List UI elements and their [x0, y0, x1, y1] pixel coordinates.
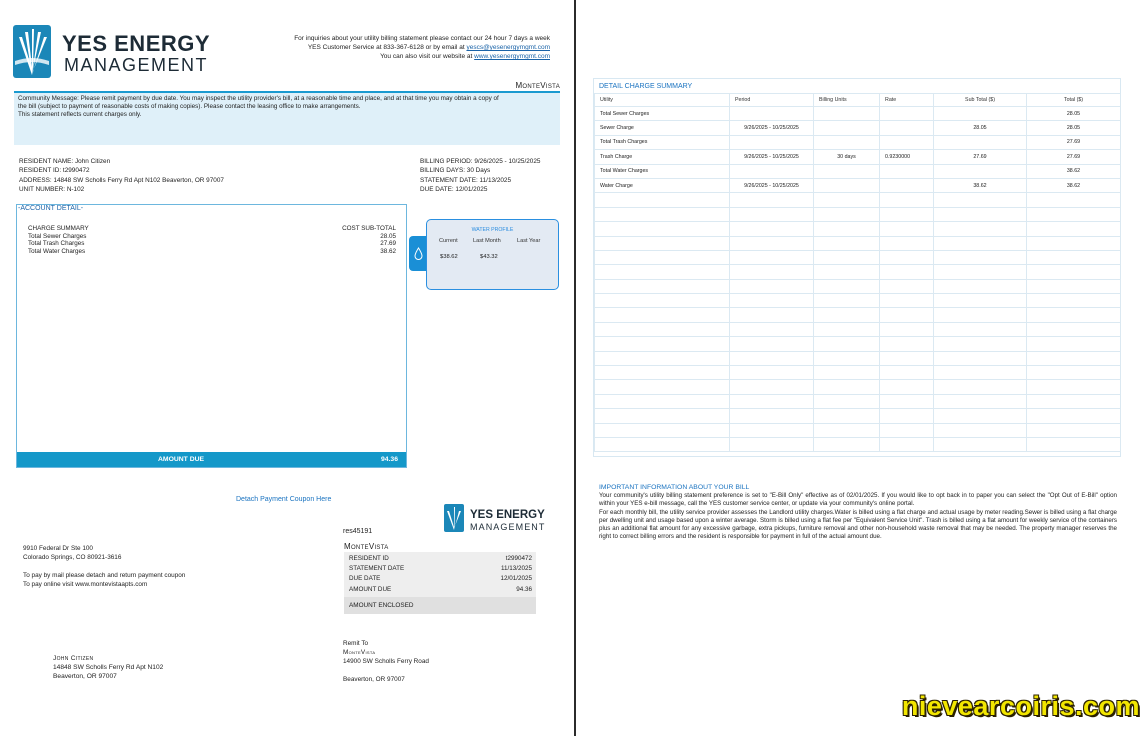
detail-empty-row: [595, 265, 1121, 279]
detail-cell: [1027, 394, 1121, 408]
cost-subtotal-label: COST SUB-TOTAL: [342, 225, 396, 232]
important-info-para-2: For each monthly bill, the utility service provider assesses the Landlord utility charges.Water is billed using a flat charge and actual usage by meter reading.Sewer is billed using a flat charge per dwelling unit and usage based upon a winter average. Storm is billed using a flat fee per "Equivalent Service Unit". Trash is billed using a flat amount for weekly service of the containers plus an additional flat amount for any excessive garbage, extra pickups, furniture removal and other non-household waste removal that may be needed. The property manager reserves the right to correct billing errors and the resident is responsible for payment in full of the actual amount due.: [599, 508, 1117, 541]
yes-logo-small-icon: [444, 504, 464, 532]
detail-cell: [814, 394, 880, 408]
detail-cell: [814, 308, 880, 322]
detail-cell: [1027, 437, 1121, 451]
detail-cell: [595, 294, 730, 308]
recipient-name: John Citizen: [53, 655, 94, 662]
detail-cell: [730, 279, 814, 293]
detail-charge-title: DETAIL CHARGE SUMMARY: [599, 83, 693, 90]
detail-empty-row: [595, 193, 1121, 207]
detail-row: [595, 107, 1121, 121]
detail-cell: [814, 222, 880, 236]
resident-code: res45191: [343, 528, 373, 535]
detail-cell: [595, 394, 730, 408]
coupon-row: [349, 565, 532, 572]
detail-cell: [1027, 207, 1121, 221]
coupon-property-name: MonteVista: [344, 542, 389, 551]
remit-line-2: Beaverton, OR 97007: [343, 675, 405, 683]
detail-empty-row: [595, 207, 1121, 221]
detail-cell: 28.05: [1027, 121, 1121, 135]
detail-cell: [814, 351, 880, 365]
detail-cell: [934, 164, 1027, 178]
detail-cell: [880, 250, 934, 264]
resident-id: RESIDENT ID: t2990472: [19, 167, 90, 175]
water-value-last-month: $43.32: [480, 254, 498, 260]
coupon-row-label: STATEMENT DATE: [349, 565, 405, 572]
detail-empty-row: [595, 222, 1121, 236]
detail-cell: [880, 207, 934, 221]
detail-cell: [880, 294, 934, 308]
detail-cell: [1027, 294, 1121, 308]
remit-to-address: [343, 639, 429, 684]
detail-cell: [730, 394, 814, 408]
detail-cell: [730, 409, 814, 423]
detail-cell: [1027, 366, 1121, 380]
detail-cell: [595, 265, 730, 279]
pay-by-mail-note: To pay by mail please detach and return payment coupon: [23, 572, 186, 579]
detail-cell: [814, 178, 880, 192]
sender-line-2: Colorado Springs, CO 80921-3616: [23, 553, 122, 561]
resident-info: [19, 157, 224, 195]
detail-cell: [814, 437, 880, 451]
detail-header-row: [595, 94, 1121, 107]
detail-cell: 27.69: [1027, 150, 1121, 164]
detail-empty-row: [595, 308, 1121, 322]
detail-cell: [934, 322, 1027, 336]
billing-days: BILLING DAYS: 30 Days: [420, 167, 491, 175]
detail-cell: [595, 250, 730, 264]
important-info-title: IMPORTANT INFORMATION ABOUT YOUR BILL: [599, 484, 750, 491]
detail-cell: [1027, 409, 1121, 423]
detail-cell: [814, 164, 880, 178]
detail-cell: [595, 322, 730, 336]
detail-cell: [934, 351, 1027, 365]
coupon-row-label: DUE DATE: [349, 575, 381, 582]
recipient-line-1: 14848 SW Scholls Ferry Rd Apt N102: [53, 664, 164, 671]
detail-empty-row: [595, 322, 1121, 336]
col-period: Period: [730, 94, 814, 107]
coupon-row-value: 12/01/2025: [500, 575, 532, 582]
important-info-para-1: Your community's utility billing statement preference is set to "E-Bill Only" effective as of 02/01/2025. If you would like to opt back in to paper you can select the "Opt Out of E-Bill" option within your YES e-bill message, call the YES customer service center, or update via your community's online portal.: [599, 492, 1117, 508]
email-link[interactable]: yescs@yesenergymgmt.com: [466, 44, 550, 52]
detail-cell: [814, 135, 880, 149]
detail-cell: [595, 409, 730, 423]
detail-row: [595, 164, 1121, 178]
detail-cell: [880, 222, 934, 236]
water-profile-title: WATER PROFILE: [471, 227, 514, 233]
detail-cell: Sewer Charge: [595, 121, 730, 135]
remit-line-1: 14900 SW Scholls Ferry Road: [343, 658, 429, 666]
statement-date: STATEMENT DATE: 11/13/2025: [420, 176, 512, 184]
detail-empty-row: [595, 236, 1121, 250]
detail-cell: [1027, 351, 1121, 365]
detail-cell: [595, 279, 730, 293]
detail-cell: [934, 193, 1027, 207]
col-rate: Rate: [880, 94, 934, 107]
charge-summary-label: CHARGE SUMMARY: [28, 225, 89, 232]
payment-instructions: [23, 572, 185, 589]
inquiry-website-text: You can also visit our website at: [380, 53, 473, 61]
detail-cell: [1027, 222, 1121, 236]
detail-cell: [880, 437, 934, 451]
detail-cell: [730, 423, 814, 437]
detail-cell: [595, 222, 730, 236]
detail-cell: [595, 380, 730, 394]
detail-cell: [880, 193, 934, 207]
water-header-current: Current: [439, 238, 458, 244]
detail-cell: [934, 265, 1027, 279]
community-line-3: This statement reflects current charges only.: [18, 111, 142, 119]
coupon-row: [349, 555, 532, 562]
detail-row: [595, 178, 1121, 192]
community-message: [14, 93, 560, 145]
detail-cell: [730, 164, 814, 178]
detail-cell: Total Water Charges: [595, 164, 730, 178]
detail-cell: [1027, 279, 1121, 293]
detail-cell: 0.9230000: [880, 150, 934, 164]
detail-cell: [730, 135, 814, 149]
detail-empty-row: [595, 437, 1121, 451]
resident-name: RESIDENT NAME: John Citizen: [19, 158, 111, 165]
detail-row: [595, 150, 1121, 164]
detail-cell: [814, 366, 880, 380]
charge-value: 28.05: [380, 232, 396, 240]
detail-cell: [595, 423, 730, 437]
account-detail-title: -ACCOUNT DETAIL-: [18, 205, 84, 212]
detail-cell: [595, 437, 730, 451]
detail-cell: [595, 366, 730, 380]
coupon-row-value: 11/13/2025: [500, 565, 532, 572]
detail-cell: [934, 337, 1027, 351]
detail-cell: [880, 265, 934, 279]
col-billing-units: Billing Units: [814, 94, 880, 107]
detail-cell: [730, 294, 814, 308]
coupon-row-value: t2990472: [505, 555, 532, 562]
detail-cell: [934, 135, 1027, 149]
detail-cell: [880, 178, 934, 192]
detail-cell: [595, 207, 730, 221]
detail-cell: [814, 121, 880, 135]
col-total: Total ($): [1027, 94, 1121, 107]
inquiry-line-2: [230, 43, 550, 52]
community-line-2: the bill (subject to payment of reasonable costs of making copies). Please contact the leasing office to make arrangements.: [18, 103, 361, 111]
detail-cell: [880, 135, 934, 149]
inquiry-info: [230, 34, 550, 62]
detail-cell: [814, 236, 880, 250]
yes-logo-icon: [13, 25, 51, 78]
detail-cell: [730, 265, 814, 279]
charge-row: [28, 240, 396, 248]
amount-enclosed-field: AMOUNT ENCLOSED: [344, 597, 536, 614]
charge-summary: [28, 225, 396, 255]
detail-cell: [595, 236, 730, 250]
charge-label: Total Sewer Charges: [28, 232, 87, 240]
detail-cell: [1027, 322, 1121, 336]
detail-cell: [880, 107, 934, 121]
pay-online-note: To pay online visit www.montevistaapts.com: [23, 580, 148, 588]
detail-cell: [1027, 423, 1121, 437]
detail-cell: [934, 423, 1027, 437]
detail-cell: 9/26/2025 - 10/25/2025: [730, 150, 814, 164]
detail-cell: Trash Charge: [595, 150, 730, 164]
water-value-current: $38.62: [440, 254, 458, 260]
coupon-row-value: 94.36: [516, 586, 532, 593]
charge-summary-header: [28, 225, 396, 233]
property-name: MonteVista: [515, 81, 560, 90]
detail-cell: [934, 409, 1027, 423]
water-header-last-month: Last Month: [473, 238, 501, 244]
coupon-row-label: AMOUNT DUE: [349, 586, 392, 593]
detail-cell: 30 days: [814, 150, 880, 164]
detail-cell: [595, 193, 730, 207]
detail-cell: [595, 308, 730, 322]
detail-cell: [934, 236, 1027, 250]
detail-cell: [814, 250, 880, 264]
detail-cell: [934, 366, 1027, 380]
detail-cell: [814, 322, 880, 336]
detail-cell: [730, 236, 814, 250]
detail-cell: [730, 250, 814, 264]
detail-cell: [814, 265, 880, 279]
detail-cell: [880, 337, 934, 351]
resident-address: ADDRESS: 14848 SW Scholls Ferry Rd Apt N102 Beaverton, OR 97007: [19, 176, 224, 184]
detail-empty-row: [595, 423, 1121, 437]
page-divider: [574, 0, 576, 736]
detail-empty-row: [595, 337, 1121, 351]
detail-cell: Total Sewer Charges: [595, 107, 730, 121]
recipient-address: [53, 654, 163, 681]
detail-cell: [880, 366, 934, 380]
detail-cell: [730, 437, 814, 451]
detail-cell: [730, 107, 814, 121]
charge-label: Total Water Charges: [28, 247, 86, 255]
detail-empty-row: [595, 366, 1121, 380]
detail-cell: [934, 250, 1027, 264]
detail-cell: [814, 409, 880, 423]
detail-empty-row: [595, 279, 1121, 293]
detail-cell: [880, 236, 934, 250]
detail-cell: [595, 351, 730, 365]
detail-cell: [880, 164, 934, 178]
inquiry-phone-text: YES Customer Service at 833-367-6128 or by email at: [307, 44, 465, 52]
detail-cell: [934, 279, 1027, 293]
detail-cell: [1027, 236, 1121, 250]
coupon-row: [349, 575, 532, 582]
billing-info: [420, 157, 540, 195]
detail-cell: [814, 423, 880, 437]
detail-cell: 28.05: [1027, 107, 1121, 121]
detail-cell: [934, 380, 1027, 394]
detail-cell: [934, 394, 1027, 408]
detail-cell: 28.05: [934, 121, 1027, 135]
important-info-text: [599, 492, 1117, 542]
detail-cell: [1027, 380, 1121, 394]
charge-value: 38.62: [380, 247, 396, 255]
detail-cell: [730, 366, 814, 380]
detail-cell: [730, 207, 814, 221]
detail-cell: [814, 294, 880, 308]
detail-cell: [1027, 337, 1121, 351]
detail-cell: [934, 107, 1027, 121]
detail-cell: [934, 222, 1027, 236]
amount-due-bar: [17, 452, 406, 467]
detail-cell: [934, 207, 1027, 221]
detail-empty-row: [595, 351, 1121, 365]
detail-cell: 9/26/2025 - 10/25/2025: [730, 178, 814, 192]
charge-value: 27.69: [380, 240, 396, 248]
detail-cell: [730, 380, 814, 394]
detail-cell: [1027, 265, 1121, 279]
charge-row: [28, 233, 396, 241]
detail-cell: [595, 337, 730, 351]
coupon-logo-yes-energy: YES ENERGY: [470, 509, 545, 521]
detail-cell: [814, 107, 880, 121]
detail-cell: 38.62: [934, 178, 1027, 192]
detail-cell: [880, 308, 934, 322]
logo-text-yes-energy: YES ENERGY: [62, 31, 211, 56]
detail-cell: [1027, 250, 1121, 264]
charge-label: Total Trash Charges: [28, 240, 85, 248]
detail-cell: [880, 380, 934, 394]
detail-empty-row: [595, 409, 1121, 423]
detail-cell: [730, 193, 814, 207]
detail-cell: [880, 322, 934, 336]
inquiry-line-3: [230, 52, 550, 61]
detail-cell: [814, 193, 880, 207]
detail-charge-table: [594, 93, 1121, 452]
detail-cell: [880, 394, 934, 408]
detail-empty-row: [595, 294, 1121, 308]
detail-cell: [880, 423, 934, 437]
detail-cell: [880, 121, 934, 135]
sender-address: [23, 545, 121, 562]
detail-cell: Total Trash Charges: [595, 135, 730, 149]
coupon-row-label: RESIDENT ID: [349, 555, 389, 562]
detail-cell: [934, 308, 1027, 322]
community-line-1: Community Message: Please remit payment by due date. You may inspect the utility provider's bill, at a reasonable time and place, and at that time you may obtain a copy of: [18, 95, 499, 102]
coupon-row: [349, 586, 532, 593]
detail-cell: 38.62: [1027, 164, 1121, 178]
coupon-logo-management: MANAGEMENT: [470, 522, 546, 532]
detail-cell: [880, 279, 934, 293]
watermark: nievearcoiris.com: [901, 691, 1140, 721]
water-profile: [426, 219, 559, 290]
detail-cell: [880, 409, 934, 423]
col-utility: Utility: [595, 94, 730, 107]
remit-to-label: Remit To: [343, 640, 369, 647]
detail-cell: [934, 294, 1027, 308]
inquiry-line-1: For inquiries about your utility billing statement please contact our 24 hour 7 days a week: [294, 35, 550, 42]
detail-cell: [814, 279, 880, 293]
detail-cell: 9/26/2025 - 10/25/2025: [730, 121, 814, 135]
charge-row: [28, 248, 396, 256]
detail-cell: 27.69: [934, 150, 1027, 164]
detail-cell: 38.62: [1027, 178, 1121, 192]
detail-cell: [730, 322, 814, 336]
recipient-line-2: Beaverton, OR 97007: [53, 673, 117, 680]
detail-cell: [934, 437, 1027, 451]
amount-due-value: 94.36: [380, 456, 398, 463]
detail-cell: Water Charge: [595, 178, 730, 192]
detail-cell: [814, 207, 880, 221]
website-link[interactable]: www.yesenergymgmt.com: [474, 53, 550, 61]
detail-cell: [730, 222, 814, 236]
detail-table-body: [595, 107, 1121, 452]
detail-cell: [730, 351, 814, 365]
detail-cell: [730, 308, 814, 322]
detail-cell: [814, 337, 880, 351]
amount-due-label: AMOUNT DUE: [158, 456, 205, 463]
detail-empty-row: [595, 380, 1121, 394]
detail-empty-row: [595, 394, 1121, 408]
detail-row: [595, 135, 1121, 149]
detail-row: [595, 121, 1121, 135]
billing-period: BILLING PERIOD: 9/26/2025 - 10/25/2025: [420, 158, 541, 165]
detail-empty-row: [595, 250, 1121, 264]
sender-line-1: 9910 Federal Dr Ste 100: [23, 545, 93, 552]
water-header-last-year: Last Year: [517, 238, 541, 244]
detail-cell: [730, 337, 814, 351]
logo-text-management: MANAGEMENT: [64, 55, 209, 75]
detach-coupon-note: Detach Payment Coupon Here: [236, 496, 332, 503]
detail-cell: [814, 380, 880, 394]
due-date: DUE DATE: 12/01/2025: [420, 186, 488, 194]
detail-cell: [880, 351, 934, 365]
detail-cell: [1027, 193, 1121, 207]
detail-cell: 27.69: [1027, 135, 1121, 149]
detail-cell: [1027, 308, 1121, 322]
remit-name: MonteVista: [343, 649, 376, 657]
unit-number: UNIT NUMBER: N-102: [19, 186, 85, 194]
col-subtotal: Sub Total ($): [934, 94, 1027, 107]
